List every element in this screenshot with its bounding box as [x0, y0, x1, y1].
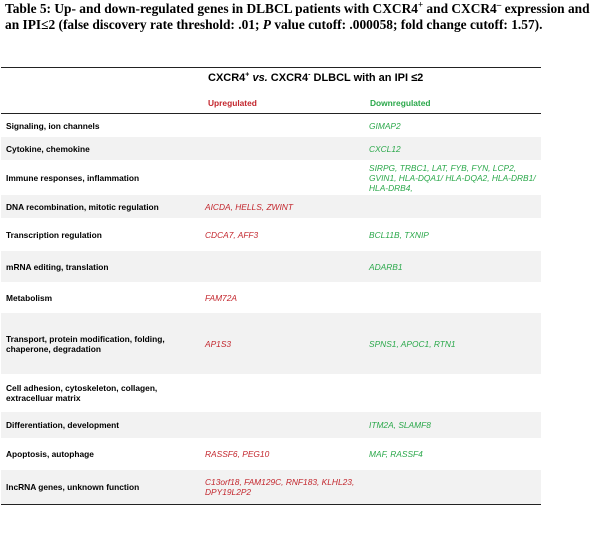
table-header	[1, 68, 541, 114]
table-row	[1, 438, 541, 470]
category-cell: DNA recombination, mitotic regulation	[6, 201, 159, 212]
upregulated-cell	[205, 137, 369, 160]
table-row	[1, 160, 541, 195]
category-cell: Signaling, ion channels	[6, 120, 100, 131]
table-row	[1, 412, 541, 438]
category-cell: Transcription regulation	[6, 229, 102, 240]
table-row	[1, 470, 541, 504]
upregulated-cell	[205, 114, 369, 137]
category-cell: Apoptosis, autophage	[6, 449, 94, 459]
upregulated-cell: RASSF6, PEG10	[205, 449, 270, 459]
upregulated-cell	[205, 160, 369, 195]
table-row	[1, 374, 541, 412]
table-body	[1, 114, 541, 504]
downregulated-cell: BCL11B, TXNIP	[369, 229, 429, 240]
category-cell: Cytokine, chemokine	[6, 143, 90, 154]
category-cell: lncRNA genes, unknown function	[6, 482, 140, 492]
category-cell: Transport, protein modification, folding, chaperone, degradation	[6, 333, 165, 354]
table-row	[1, 251, 541, 282]
downregulated-header: Downregulated	[370, 98, 431, 108]
upregulated-cell	[205, 251, 369, 282]
table-row	[1, 313, 541, 374]
upregulated-cell: C13orf18, FAM129C, RNF183, KLHL23, DPY19L2P2	[205, 477, 355, 497]
downregulated-cell: MAF, RASSF4	[369, 449, 423, 459]
category-cell: Cell adhesion, cytoskeleton, collagen, extracelluar matrix	[6, 383, 158, 403]
category-cell: Differentiation, development	[6, 420, 120, 430]
downregulated-cell: ITM2A, SLAMF8	[369, 420, 431, 430]
category-cell: Immune responses, inflammation	[6, 172, 140, 183]
upregulated-cell: CDCA7, AFF3	[205, 229, 259, 240]
table-row	[1, 114, 541, 137]
downregulated-cell: CXCL12	[369, 143, 401, 154]
table-row	[1, 218, 541, 251]
downregulated-cell: SPNS1, APOC1, RTN1	[369, 338, 456, 349]
upregulated-cell	[205, 374, 369, 412]
downregulated-cell	[369, 195, 541, 218]
table-header-title: CXCR4+ vs. CXCR4- DLBCL with an IPI ≤2	[208, 71, 424, 84]
table-row	[1, 195, 541, 218]
upregulated-header: Upregulated	[208, 98, 257, 108]
upregulated-cell	[205, 412, 369, 438]
table-caption: Table 5: Up- and down-regulated genes in DLBCL patients with CXCR4+ and CXCR4– expression and an IPI≤2 (false discovery rate threshold: .01; P value cutoff: .000058; fold change cutoff: 1.57).	[5, 0, 590, 32]
upregulated-cell: FAM72A	[205, 292, 237, 303]
downregulated-cell	[369, 374, 541, 412]
downregulated-cell	[369, 282, 541, 313]
category-cell: mRNA editing, translation	[6, 261, 109, 272]
downregulated-cell: GIMAP2	[369, 120, 401, 131]
upregulated-cell: AICDA, HELLS, ZWINT	[205, 201, 293, 212]
upregulated-cell: AP1S3	[205, 338, 232, 349]
downregulated-cell: ADARB1	[369, 261, 403, 272]
category-cell: Metabolism	[6, 292, 53, 303]
downregulated-cell	[369, 470, 541, 504]
table-row	[1, 282, 541, 313]
gene-table	[1, 67, 541, 505]
downregulated-cell: SIRPG, TRBC1, LAT, FYB, FYN, LCP2, GVIN1, HLA-DQA1/ HLA-DQA2, HLA-DRB1/ HLA-DRB4,	[369, 162, 536, 193]
table-row	[1, 137, 541, 160]
